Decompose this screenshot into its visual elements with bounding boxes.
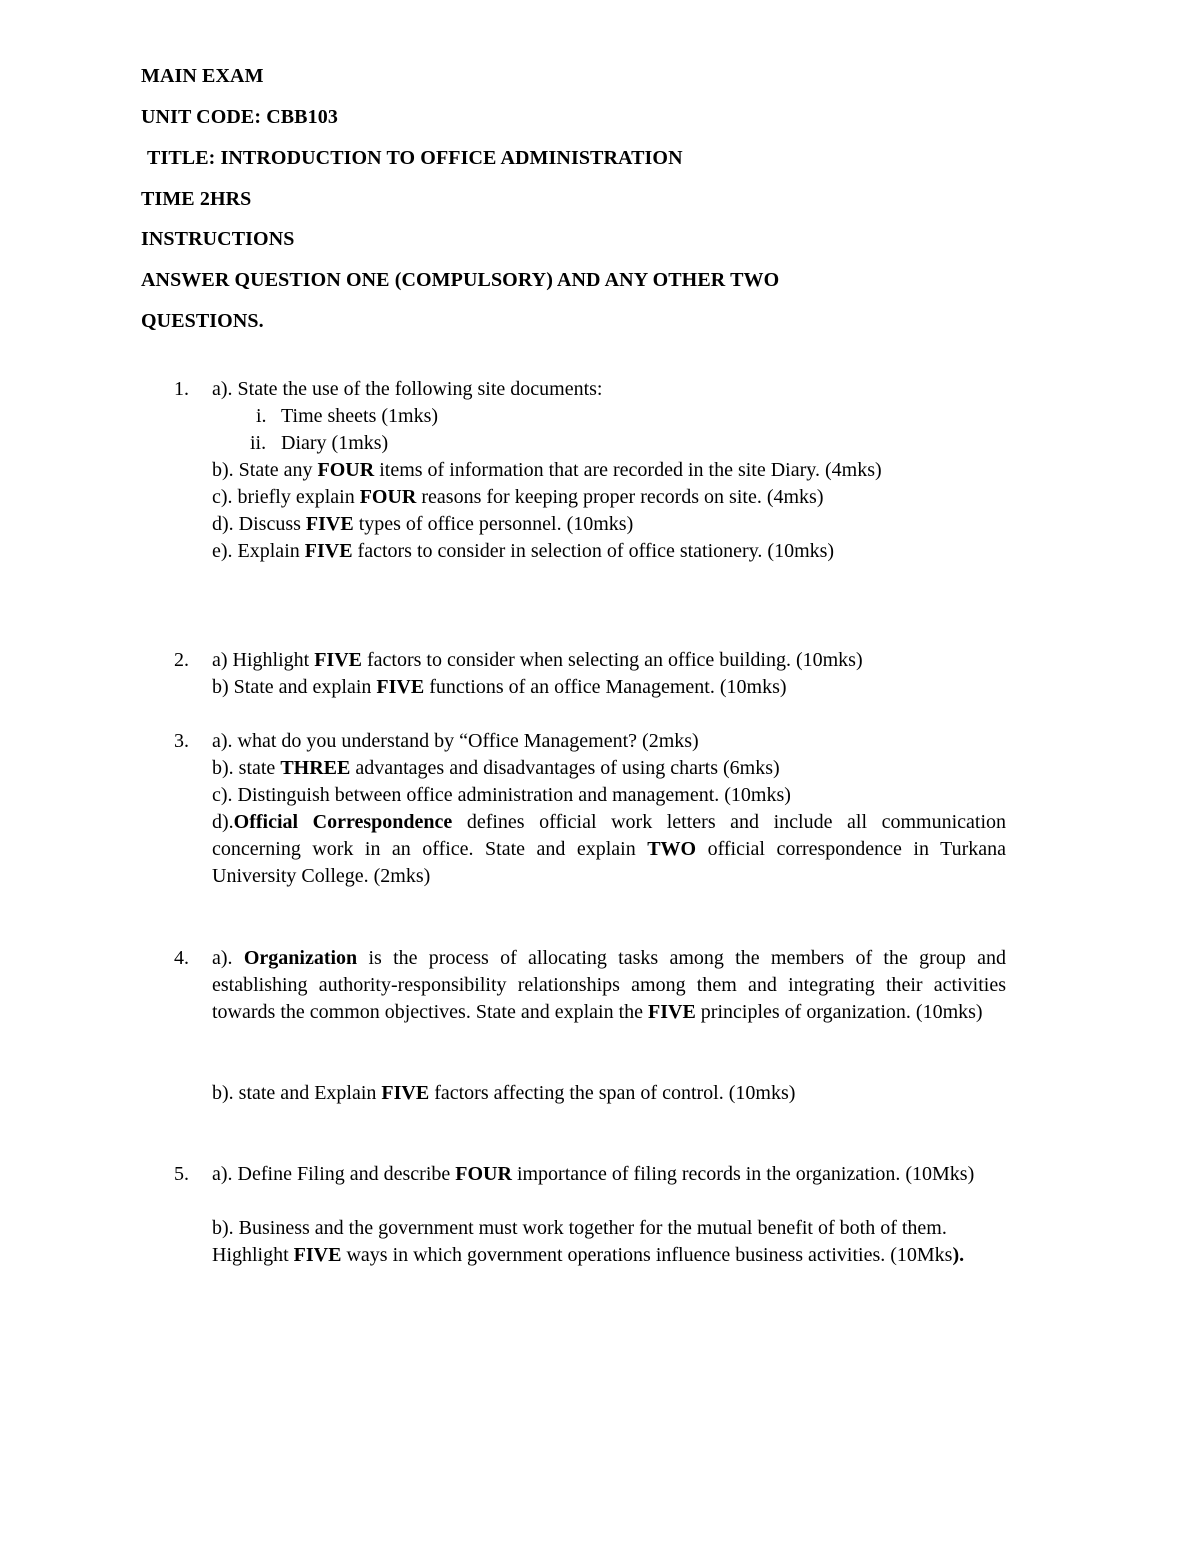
exam-type: MAIN EXAM [141, 65, 264, 87]
question-4a: a). Organization is the process of allocating tasks among the members of the group and establishing authority-responsibility relationships among them and integrating their activities towards the common objectives. State and explain the FIVE principles of organization. (10mks) [212, 947, 1006, 1023]
question-1b: b). State any FOUR items of information that are recorded in the site Diary. (4mks) [212, 459, 882, 481]
question-2a: a) Highlight FIVE factors to consider when selecting an office building. (10mks) [212, 649, 863, 671]
question-1a: a). State the use of the following site documents: [212, 378, 603, 400]
instructions-label: INSTRUCTIONS [141, 228, 295, 250]
question-3-number: 3. [174, 730, 189, 752]
question-1a-ii: Diary (1mks) [281, 432, 389, 454]
question-3b: b). state THREE advantages and disadvantages of using charts (6mks) [212, 757, 780, 779]
question-1c: c). briefly explain FOUR reasons for keeping proper records on site. (4mks) [212, 486, 824, 508]
exam-time: TIME 2HRS [141, 188, 252, 210]
instructions-text-line2: QUESTIONS. [141, 310, 264, 332]
exam-title: TITLE: INTRODUCTION TO OFFICE ADMINISTRATION [147, 147, 683, 169]
question-5b: b). Business and the government must work together for the mutual benefit of both of them. Highlight FIVE ways in which government operations influence business activities. (10Mks). [212, 1217, 965, 1266]
question-5a: a). Define Filing and describe FOUR importance of filing records in the organization. (10Mks) [212, 1163, 975, 1185]
question-3d: d).Official Correspondence defines official work letters and include all communication concerning work in an office. State and explain TWO official correspondence in Turkana University College. (2mks) [212, 811, 1007, 887]
question-1d: d). Discuss FIVE types of office personnel. (10mks) [212, 513, 634, 535]
question-5-number: 5. [174, 1163, 189, 1185]
question-2-number: 2. [174, 649, 189, 671]
question-1a-i-number: i. [256, 405, 267, 427]
question-1e: e). Explain FIVE factors to consider in selection of office stationery. (10mks) [212, 540, 835, 562]
question-3a: a). what do you understand by “Office Management? (2mks) [212, 730, 699, 752]
question-2b: b) State and explain FIVE functions of an office Management. (10mks) [212, 676, 787, 698]
instructions-text-line1: ANSWER QUESTION ONE (COMPULSORY) AND ANY OTHER TWO [141, 269, 780, 291]
question-1-number: 1. [174, 378, 189, 400]
question-1a-ii-number: ii. [250, 432, 267, 454]
unit-code: UNIT CODE: CBB103 [141, 106, 338, 128]
question-4b: b). state and Explain FIVE factors affecting the span of control. (10mks) [212, 1082, 796, 1104]
question-1a-i: Time sheets (1mks) [281, 405, 439, 427]
question-3c: c). Distinguish between office administration and management. (10mks) [212, 784, 791, 806]
question-4-number: 4. [174, 947, 189, 969]
